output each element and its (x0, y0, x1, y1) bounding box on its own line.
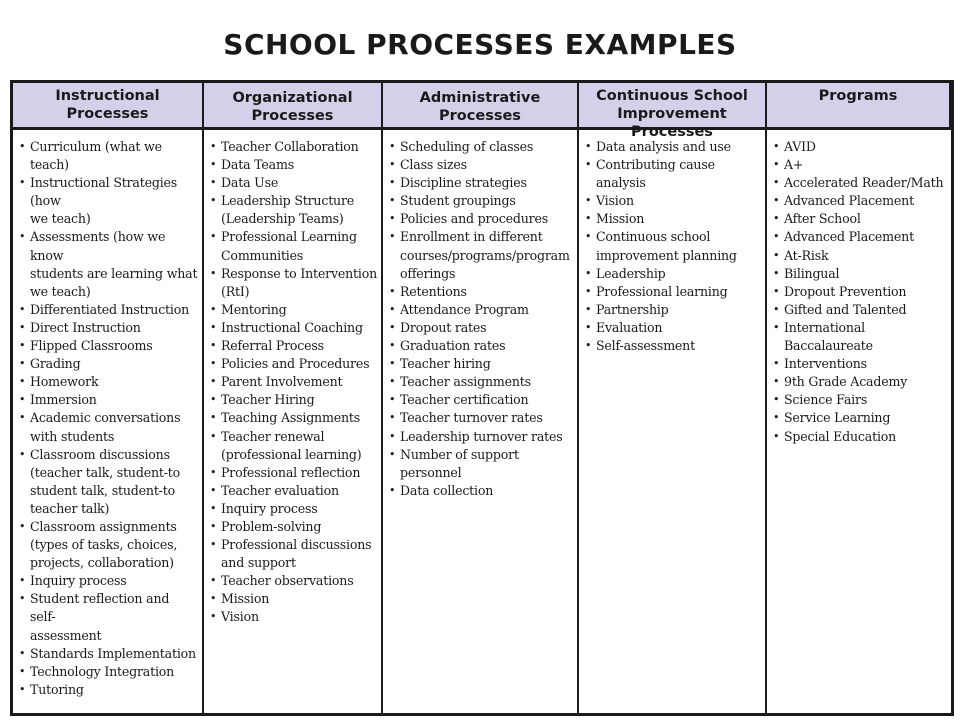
list-administrative (389, 138, 573, 500)
list-item: • Gifted and Talented (773, 301, 947, 319)
list-programs (773, 138, 947, 446)
list-item: • Graduation rates (389, 337, 573, 355)
table-grid (13, 83, 951, 713)
list-item: • Teacher Hiring (210, 391, 377, 409)
list-item: • Student reflection and self- assessment (19, 590, 198, 644)
list-item: • Teaching Assignments (210, 409, 377, 427)
page-title: SCHOOL PROCESSES EXAMPLES (223, 28, 737, 61)
list-item: • Professional discussions and support (210, 536, 377, 572)
list-item: • Data Teams (210, 156, 377, 174)
list-item: • International Baccalaureate (773, 319, 947, 355)
list-item: • Discipline strategies (389, 174, 573, 192)
list-item: • Grading (19, 355, 198, 373)
list-item: • Direct Instruction (19, 319, 198, 337)
list-item: • Immersion (19, 391, 198, 409)
list-item: • Academic conversations with students (19, 409, 198, 445)
column-administrative (383, 130, 579, 713)
list-item: • Student groupings (389, 192, 573, 210)
list-item: • Mission (210, 590, 377, 608)
list-item: • Professional learning (585, 283, 761, 301)
list-item: • Teacher assignments (389, 373, 573, 391)
list-item: • Classroom discussions (teacher talk, student-to student talk, student-to teacher talk) (19, 446, 198, 518)
column-continuous-improvement (579, 130, 767, 713)
list-item: • Accelerated Reader/Math (773, 174, 947, 192)
list-item: • Classroom assignments (types of tasks, choices, projects, collaboration) (19, 518, 198, 572)
list-instructional (19, 138, 198, 699)
list-item: • Vision (210, 608, 377, 626)
list-item: • A+ (773, 156, 947, 174)
list-item: • 9th Grade Academy (773, 373, 947, 391)
list-item: • Inquiry process (19, 572, 198, 590)
header-administrative: Administrative Processes (383, 83, 579, 130)
list-item: • Advanced Placement (773, 228, 947, 246)
processes-table (10, 80, 954, 716)
list-item: • Teacher certification (389, 391, 573, 409)
header-instructional: Instructional Processes (13, 83, 204, 130)
list-item: • Mission (585, 210, 761, 228)
list-item: • Dropout Prevention (773, 283, 947, 301)
list-item: • Evaluation (585, 319, 761, 337)
list-item: • Contributing cause analysis (585, 156, 761, 192)
list-item: • Teacher turnover rates (389, 409, 573, 427)
list-item: • Flipped Classrooms (19, 337, 198, 355)
list-item: • Service Learning (773, 409, 947, 427)
list-item: • Teacher evaluation (210, 482, 377, 500)
list-item: • Interventions (773, 355, 947, 373)
list-item: • Curriculum (what we teach) (19, 138, 198, 174)
list-item: • Science Fairs (773, 391, 947, 409)
list-item: • Dropout rates (389, 319, 573, 337)
list-item: • Parent Involvement (210, 373, 377, 391)
list-continuous-improvement (585, 138, 761, 355)
list-item: • Differentiated Instruction (19, 301, 198, 319)
list-item: • Instructional Strategies (how we teach) (19, 174, 198, 228)
list-item: • Continuous school improvement planning (585, 228, 761, 264)
list-organizational (210, 138, 377, 627)
list-item: • Attendance Program (389, 301, 573, 319)
column-programs (767, 130, 951, 713)
list-item: • Enrollment in different courses/programs/program offerings (389, 228, 573, 282)
list-item: • Policies and Procedures (210, 355, 377, 373)
header-organizational: Organizational Processes (204, 83, 383, 130)
list-item: • Number of support personnel (389, 446, 573, 482)
list-item: • Standards Implementation (19, 645, 198, 663)
list-item: • Policies and procedures (389, 210, 573, 228)
list-item: • Professional reflection (210, 464, 377, 482)
list-item: • Tutoring (19, 681, 198, 699)
list-item: • Leadership Structure (Leadership Teams) (210, 192, 377, 228)
list-item: • Scheduling of classes (389, 138, 573, 156)
list-item: • Data Use (210, 174, 377, 192)
list-item: • Referral Process (210, 337, 377, 355)
list-item: • Leadership (585, 265, 761, 283)
list-item: • Teacher observations (210, 572, 377, 590)
list-item: • Problem-solving (210, 518, 377, 536)
list-item: • Self-assessment (585, 337, 761, 355)
list-item: • Professional Learning Communities (210, 228, 377, 264)
list-item: • At-Risk (773, 247, 947, 265)
list-item: • Data collection (389, 482, 573, 500)
list-item: • Special Education (773, 428, 947, 446)
list-item: • Leadership turnover rates (389, 428, 573, 446)
column-instructional (13, 130, 204, 713)
list-item: • After School (773, 210, 947, 228)
list-item: • Mentoring (210, 301, 377, 319)
list-item: • Teacher renewal (professional learning) (210, 428, 377, 464)
header-continuous-improvement: Continuous School Improvement Processes (579, 83, 767, 130)
header-programs: Programs (767, 83, 951, 130)
list-item: • Advanced Placement (773, 192, 947, 210)
list-item: • Inquiry process (210, 500, 377, 518)
list-item: • Retentions (389, 283, 573, 301)
list-item: • Teacher hiring (389, 355, 573, 373)
list-item: • Vision (585, 192, 761, 210)
column-organizational (204, 130, 383, 713)
list-item: • Teacher Collaboration (210, 138, 377, 156)
list-item: • Data analysis and use (585, 138, 761, 156)
list-item: • Assessments (how we know students are learning what we teach) (19, 228, 198, 300)
list-item: • Bilingual (773, 265, 947, 283)
list-item: • Homework (19, 373, 198, 391)
list-item: • AVID (773, 138, 947, 156)
list-item: • Partnership (585, 301, 761, 319)
list-item: • Instructional Coaching (210, 319, 377, 337)
list-item: • Technology Integration (19, 663, 198, 681)
list-item: • Class sizes (389, 156, 573, 174)
list-item: • Response to Intervention (RtI) (210, 265, 377, 301)
